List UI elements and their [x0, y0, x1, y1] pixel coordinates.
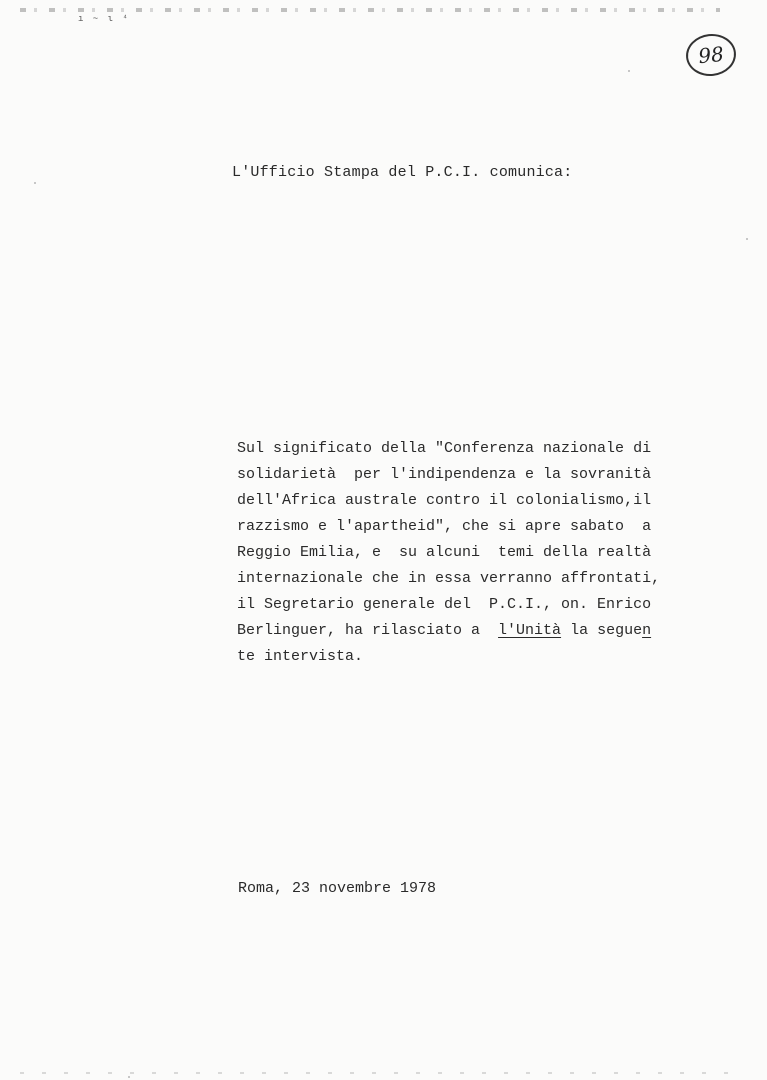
- body-line-text: n: [642, 622, 652, 639]
- body-line: internazionale che in essa verranno affrontati,: [237, 570, 661, 587]
- press-office-heading: L'Ufficio Stampa del P.C.I. comunica:: [232, 164, 573, 181]
- body-line: razzismo e l'apartheid", che si apre sabato a: [237, 518, 652, 535]
- announcement-body: [237, 436, 697, 670]
- page-number: 98: [697, 41, 725, 69]
- newspaper-title: l'Unità: [498, 622, 562, 639]
- scan-speck: [746, 238, 748, 240]
- body-line: te intervista.: [237, 648, 364, 665]
- scan-artifact-top: [20, 8, 720, 12]
- body-line-text: la segue: [561, 622, 643, 639]
- page-number-stamp: [684, 32, 738, 79]
- body-line: [237, 618, 697, 644]
- body-line: Reggio Emilia, e su alcuni temi della realtà: [237, 544, 652, 561]
- body-line: il Segretario generale del P.C.I., on. Enrico: [237, 596, 652, 613]
- scan-speck: [628, 70, 630, 72]
- body-line-text: Berlinguer, ha rilasciato a: [237, 622, 499, 639]
- scan-speck: [34, 182, 36, 184]
- scan-marks: ı ~ ι ⁴: [78, 14, 130, 24]
- dateline: Roma, 23 novembre 1978: [238, 880, 437, 897]
- body-line: Sul significato della "Conferenza nazionale di: [237, 440, 652, 457]
- scan-speck: [128, 1076, 130, 1078]
- body-line: dell'Africa australe contro il colonialismo,il: [237, 492, 652, 509]
- scan-artifact-bottom: [20, 1072, 740, 1074]
- body-line: solidarietà per l'indipendenza e la sovranità: [237, 466, 652, 483]
